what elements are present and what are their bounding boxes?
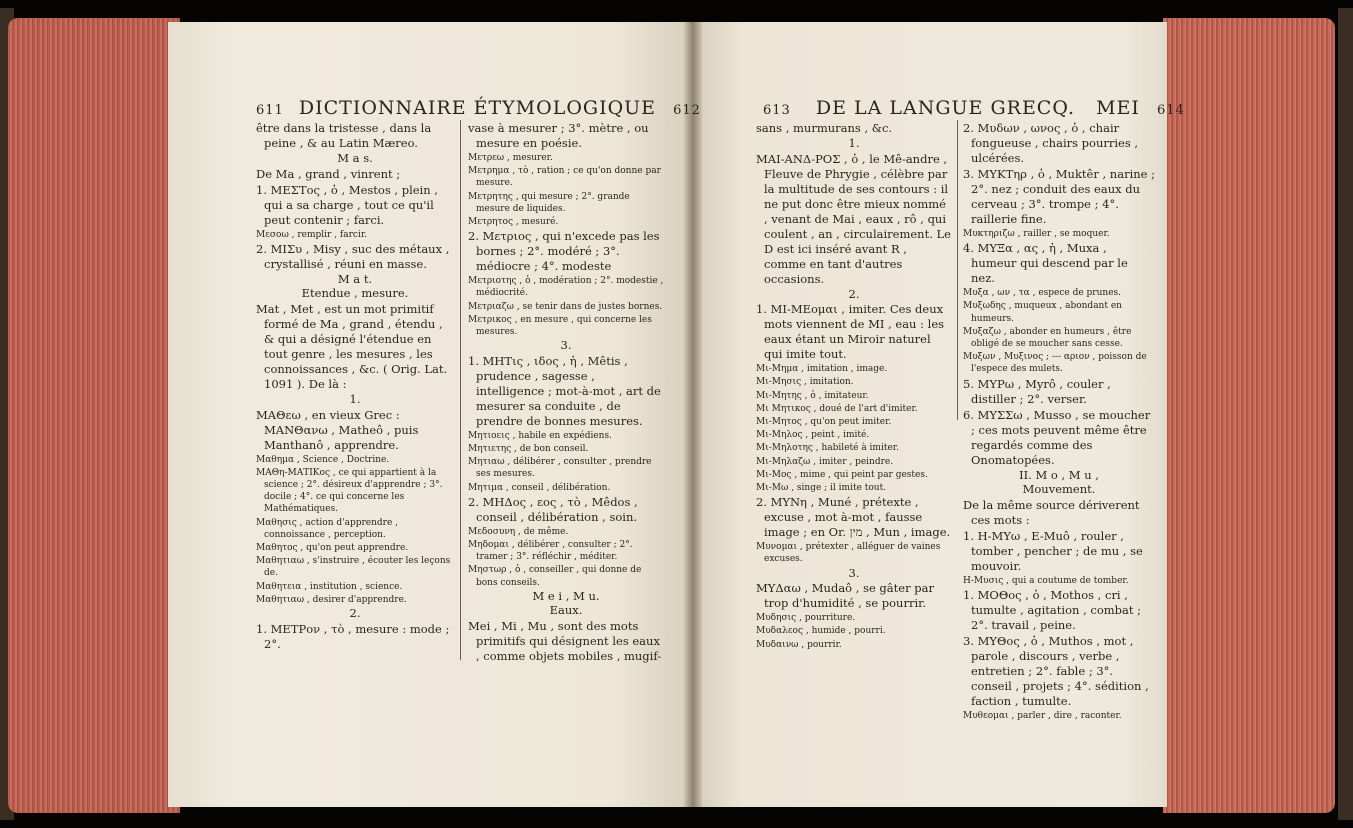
- left-page-edges: [8, 18, 180, 813]
- text-line: 2. ΜΥΝη , Muné , prétexte , excuse , mot à-mot , fausse image ; en Or. מין , Mun , image.: [756, 495, 951, 540]
- left-page-header: [256, 97, 701, 119]
- section-heading: M a s.: [337, 151, 373, 165]
- text-line: Μι-Μηλος , peint , imité.: [756, 430, 870, 441]
- text-line: Μεδοσυνη , de même.: [468, 526, 569, 537]
- text-line: De Ma , grand , vinrent ;: [256, 166, 401, 181]
- text-line: ΜΥΔαω , Mudaô , se gâter par trop d'humidité , se pourrir.: [756, 581, 934, 611]
- text-line: Μαθητος , qu'on peut apprendre.: [256, 543, 409, 553]
- text-line: Μυδαινω , pourrir.: [756, 639, 842, 650]
- text-line: Μι-Μητης , ὁ , imitateur.: [756, 390, 869, 401]
- entry-number: 2.: [848, 286, 860, 301]
- section-subheading: Eaux.: [549, 603, 583, 618]
- text-line: Μαθησις , action d'apprendre , connoissance , perception.: [256, 517, 399, 540]
- text-line: 2. ΜΙΣυ , Misy , suc des métaux , crystallisé , réuni en masse.: [256, 241, 450, 271]
- text-line: être dans la tristesse , dans la peine , & au Latin Mæreo.: [256, 121, 432, 150]
- text-line: Μυξωδης , muqueux , abondant en humeurs.: [963, 301, 1122, 324]
- text-line: ΜΑΘη-ΜΑΤΙΚος , ce qui appartient à la science ; 2°. désireux d'apprendre ; 3°. docile ; 4°. ce qui concerne les Mathématiques.: [256, 467, 443, 515]
- text-line: Μι-Μητος , qu'on peut imiter.: [756, 417, 892, 427]
- right-cover-edge: [1338, 8, 1353, 820]
- right-header-section: MEI: [1096, 97, 1140, 119]
- text-line: Μι-Μησις , imitation.: [756, 377, 854, 388]
- text-line: Η-Μυσις , qui a coutume de tomber.: [963, 575, 1129, 586]
- text-line: De la même source dériverent ces mots :: [963, 497, 1140, 527]
- text-line: ΜΑΘεω , en vieux Grec : ΜΑΝΘανω , Matheô , puis Manthanô , apprendre.: [256, 407, 419, 452]
- section-heading: M e i , M u.: [532, 588, 600, 603]
- text-line: Μετρητης , qui mesure ; 2°. grande mesure de liquides.: [468, 191, 630, 214]
- text-line: Μαθητιαω , s'instruire , écouter les leçons de.: [256, 556, 451, 579]
- text-line: 2. ΜΗΔος , εος , τὸ , Mêdos , conseil , délibération , soin.: [468, 494, 638, 524]
- right-column-rule: [957, 120, 958, 420]
- text-line: Μαθημα , Science , Doctrine.: [256, 454, 390, 465]
- text-line: Μυνομαι , prétexter , alléguer de vaines excuses.: [756, 542, 941, 565]
- text-line: Μι Μητικος , doué de l'art d'imiter.: [756, 403, 918, 414]
- text-line: Μηδομαι , délibérer , consulter ; 2°. tramer ; 3°. réfléchir , méditer.: [468, 540, 633, 563]
- text-line: 1. ΜΕΤΡον , τὸ , mesure : mode ; 2°.: [256, 621, 450, 651]
- text-line: Μυθεομαι , parler , dire , raconter.: [963, 711, 1122, 722]
- section-subheading: Etendue , mesure.: [301, 286, 409, 301]
- text-line: 5. ΜΥΡω , Myrô , couler , distiller ; 2°. verser.: [963, 376, 1111, 406]
- text-line: Μι-Μος , mime , qui peint par gestes.: [756, 469, 928, 480]
- text-line: 2. Μετριος , qui n'excede pas les bornes ; 2°. modéré ; 3°. médiocre ; 4°. modeste: [468, 229, 660, 274]
- text-line: Μητιμα , conseil , délibération.: [468, 482, 611, 493]
- right-header-title: DE LA LANGUE GRECQ.: [815, 97, 1076, 119]
- entry-number: 3.: [560, 338, 572, 353]
- text-line: vase à mesurer ; 3°. mètre , ou mesure en poésie.: [468, 121, 649, 150]
- text-line: 1. ΜΗΤις , ιδος , ἡ , Mêtis , prudence , sagesse , intelligence ; mot-à-mot , art de mesurer sa conduite , de prendre de bonnes mesures.: [468, 353, 661, 428]
- text-line: Μητιετης , de bon conseil.: [468, 444, 589, 455]
- text-line: 6. ΜΥΣΣω , Musso , se moucher ; ces mots peuvent même être regardés comme des Onomatopées.: [963, 407, 1151, 467]
- text-line: Μυξαζω , abonder en humeurs , être obligé de se moucher sans cesse.: [963, 326, 1132, 350]
- entry-number: 3.: [848, 565, 860, 580]
- text-line: Μετρητος , mesuré.: [468, 217, 559, 228]
- text-line: Μυξων , Μυξινος ; --- αριον , poisson de l'espece des mulets.: [963, 352, 1147, 375]
- section-heading: M a t.: [337, 271, 373, 286]
- right-page-number-a: 613: [763, 103, 791, 118]
- text-line: Μι-Μημα , imitation , image.: [756, 364, 888, 375]
- text-line: Μι-Μηλαζω , imiter , peindre.: [756, 456, 894, 467]
- text-line: Μαθητεια , institution , science.: [256, 581, 403, 592]
- left-page-col2: [468, 121, 664, 665]
- text-line: Μετριοτης , ὁ , modération ; 2°. modestie , médiocrité.: [468, 276, 664, 299]
- section-subheading: Mouvement.: [1022, 482, 1096, 497]
- entry-number: 1.: [349, 391, 361, 406]
- text-line: 1. Η-ΜΥω , E-Muô , rouler , tomber , pencher ; de mu , se mouvoir.: [963, 528, 1143, 573]
- entry-number: 2.: [349, 606, 361, 621]
- left-page-number-b: 612: [673, 103, 701, 118]
- left-page-col1: [256, 121, 454, 653]
- text-line: 2. Μυδων , ωνος , ὁ , chair fongueuse , chairs pourries , ulcérées.: [963, 121, 1139, 165]
- text-line: Μητιαω , délibérer , consulter , prendre ses mesures.: [468, 457, 652, 480]
- text-line: 1. ΜΙ-ΜΕομαι , imiter. Ces deux mots viennent de ΜΙ , eau : les eaux étant un Miroir naturel qui imite tout.: [756, 302, 945, 362]
- text-line: 3. ΜΥΚΤηρ , ὁ , Muktêr , narine ; 2°. nez ; conduit des eaux du cerveau ; 3°. trompe ; 4°. raillerie fine.: [963, 167, 1155, 226]
- right-page-col2: [963, 121, 1155, 723]
- text-line: Mat , Met , est un mot primitif formé de Ma , grand , étendu , & qui a désigné l'étendue en tout genre , les mesures , les connoissances , &c. ( Orig. Lat. 1091 ). De là :: [256, 301, 448, 391]
- text-line: Μηστωρ , ὁ , conseiller , qui donne de bons conseils.: [468, 565, 642, 588]
- text-line: Μετρεω , mesurer.: [468, 153, 553, 163]
- right-page-edges: [1163, 18, 1335, 813]
- text-line: 1. ΜΕΣΤος , ὁ , Mestos , plein , qui a sa charge , tout ce qu'il peut contenir ; farci.: [256, 182, 438, 227]
- text-line: sans , murmurans , &c.: [756, 121, 893, 135]
- text-line: Μι-Μω , singe ; il imite tout.: [756, 483, 887, 494]
- text-line: ΜΑΙ-ΑΝΔ-ΡΟΣ , ὁ , le Mê-andre , Fleuve de Phrygie , célèbre par la multitude de ses contours : il ne put donc être mieux nommé , venant de Mai , eaux , rô , qui coulent , an , circulairement. Le D est ici inséré avant R , comme en tant d'autres occasions.: [756, 151, 951, 286]
- entry-number: 1.: [848, 136, 860, 150]
- text-line: Μετρικος , en mesure , qui concerne les mesures.: [468, 314, 652, 338]
- left-header-title: DICTIONNAIRE ÉTYMOLOGIQUE: [298, 97, 657, 119]
- right-page-header: [763, 97, 1185, 119]
- left-column-rule: [460, 120, 461, 660]
- text-line: Μετρημα , τὸ , ration ; ce qu'on donne par mesure.: [468, 166, 661, 189]
- section-heading: II. M o , M u ,: [1019, 467, 1099, 482]
- right-page-number-b: 614: [1156, 103, 1185, 118]
- text-line: Μετριαζω , se tenir dans de justes bornes.: [468, 301, 663, 312]
- text-line: Μυκτηριζω , railler , se moquer.: [963, 229, 1110, 239]
- text-line: 1. ΜΟΘος , ὁ , Mothos , cri , tumulte , agitation , combat ; 2°. travail , peine.: [963, 588, 1142, 633]
- text-line: 4. ΜΥΞα , ας , ἡ , Muxa , humeur qui descend par le nez.: [963, 241, 1128, 286]
- text-line: Μυξα , ων , τα , espece de prunes.: [963, 288, 1122, 299]
- text-line: Μυδαλεος , humide , pourri.: [756, 626, 886, 637]
- text-line: Μυδησις , pourriture.: [756, 613, 856, 624]
- text-line: Μεσοω , remplir , farcir.: [256, 229, 368, 240]
- left-page-number-a: 611: [256, 103, 284, 118]
- text-line: Μαθητιαω , desirer d'apprendre.: [256, 594, 407, 605]
- book-gutter: [684, 22, 702, 807]
- text-line: Mei , Mi , Mu , sont des mots primitifs qui désignent les eaux , comme objets mobiles , mugif-: [468, 619, 662, 664]
- right-page-col1: [756, 121, 952, 652]
- text-line: Μητιοεις , habile en expédiens.: [468, 430, 612, 441]
- text-line: 3. ΜΥΘος , ὁ , Muthos , mot , parole , discours , verbe , entretien ; 2°. fable ; 3°. conseil , projets ; 4°. sédition , faction , tumulte.: [963, 634, 1149, 709]
- text-line: Μι-Μηλοτης , habileté à imiter.: [756, 443, 899, 454]
